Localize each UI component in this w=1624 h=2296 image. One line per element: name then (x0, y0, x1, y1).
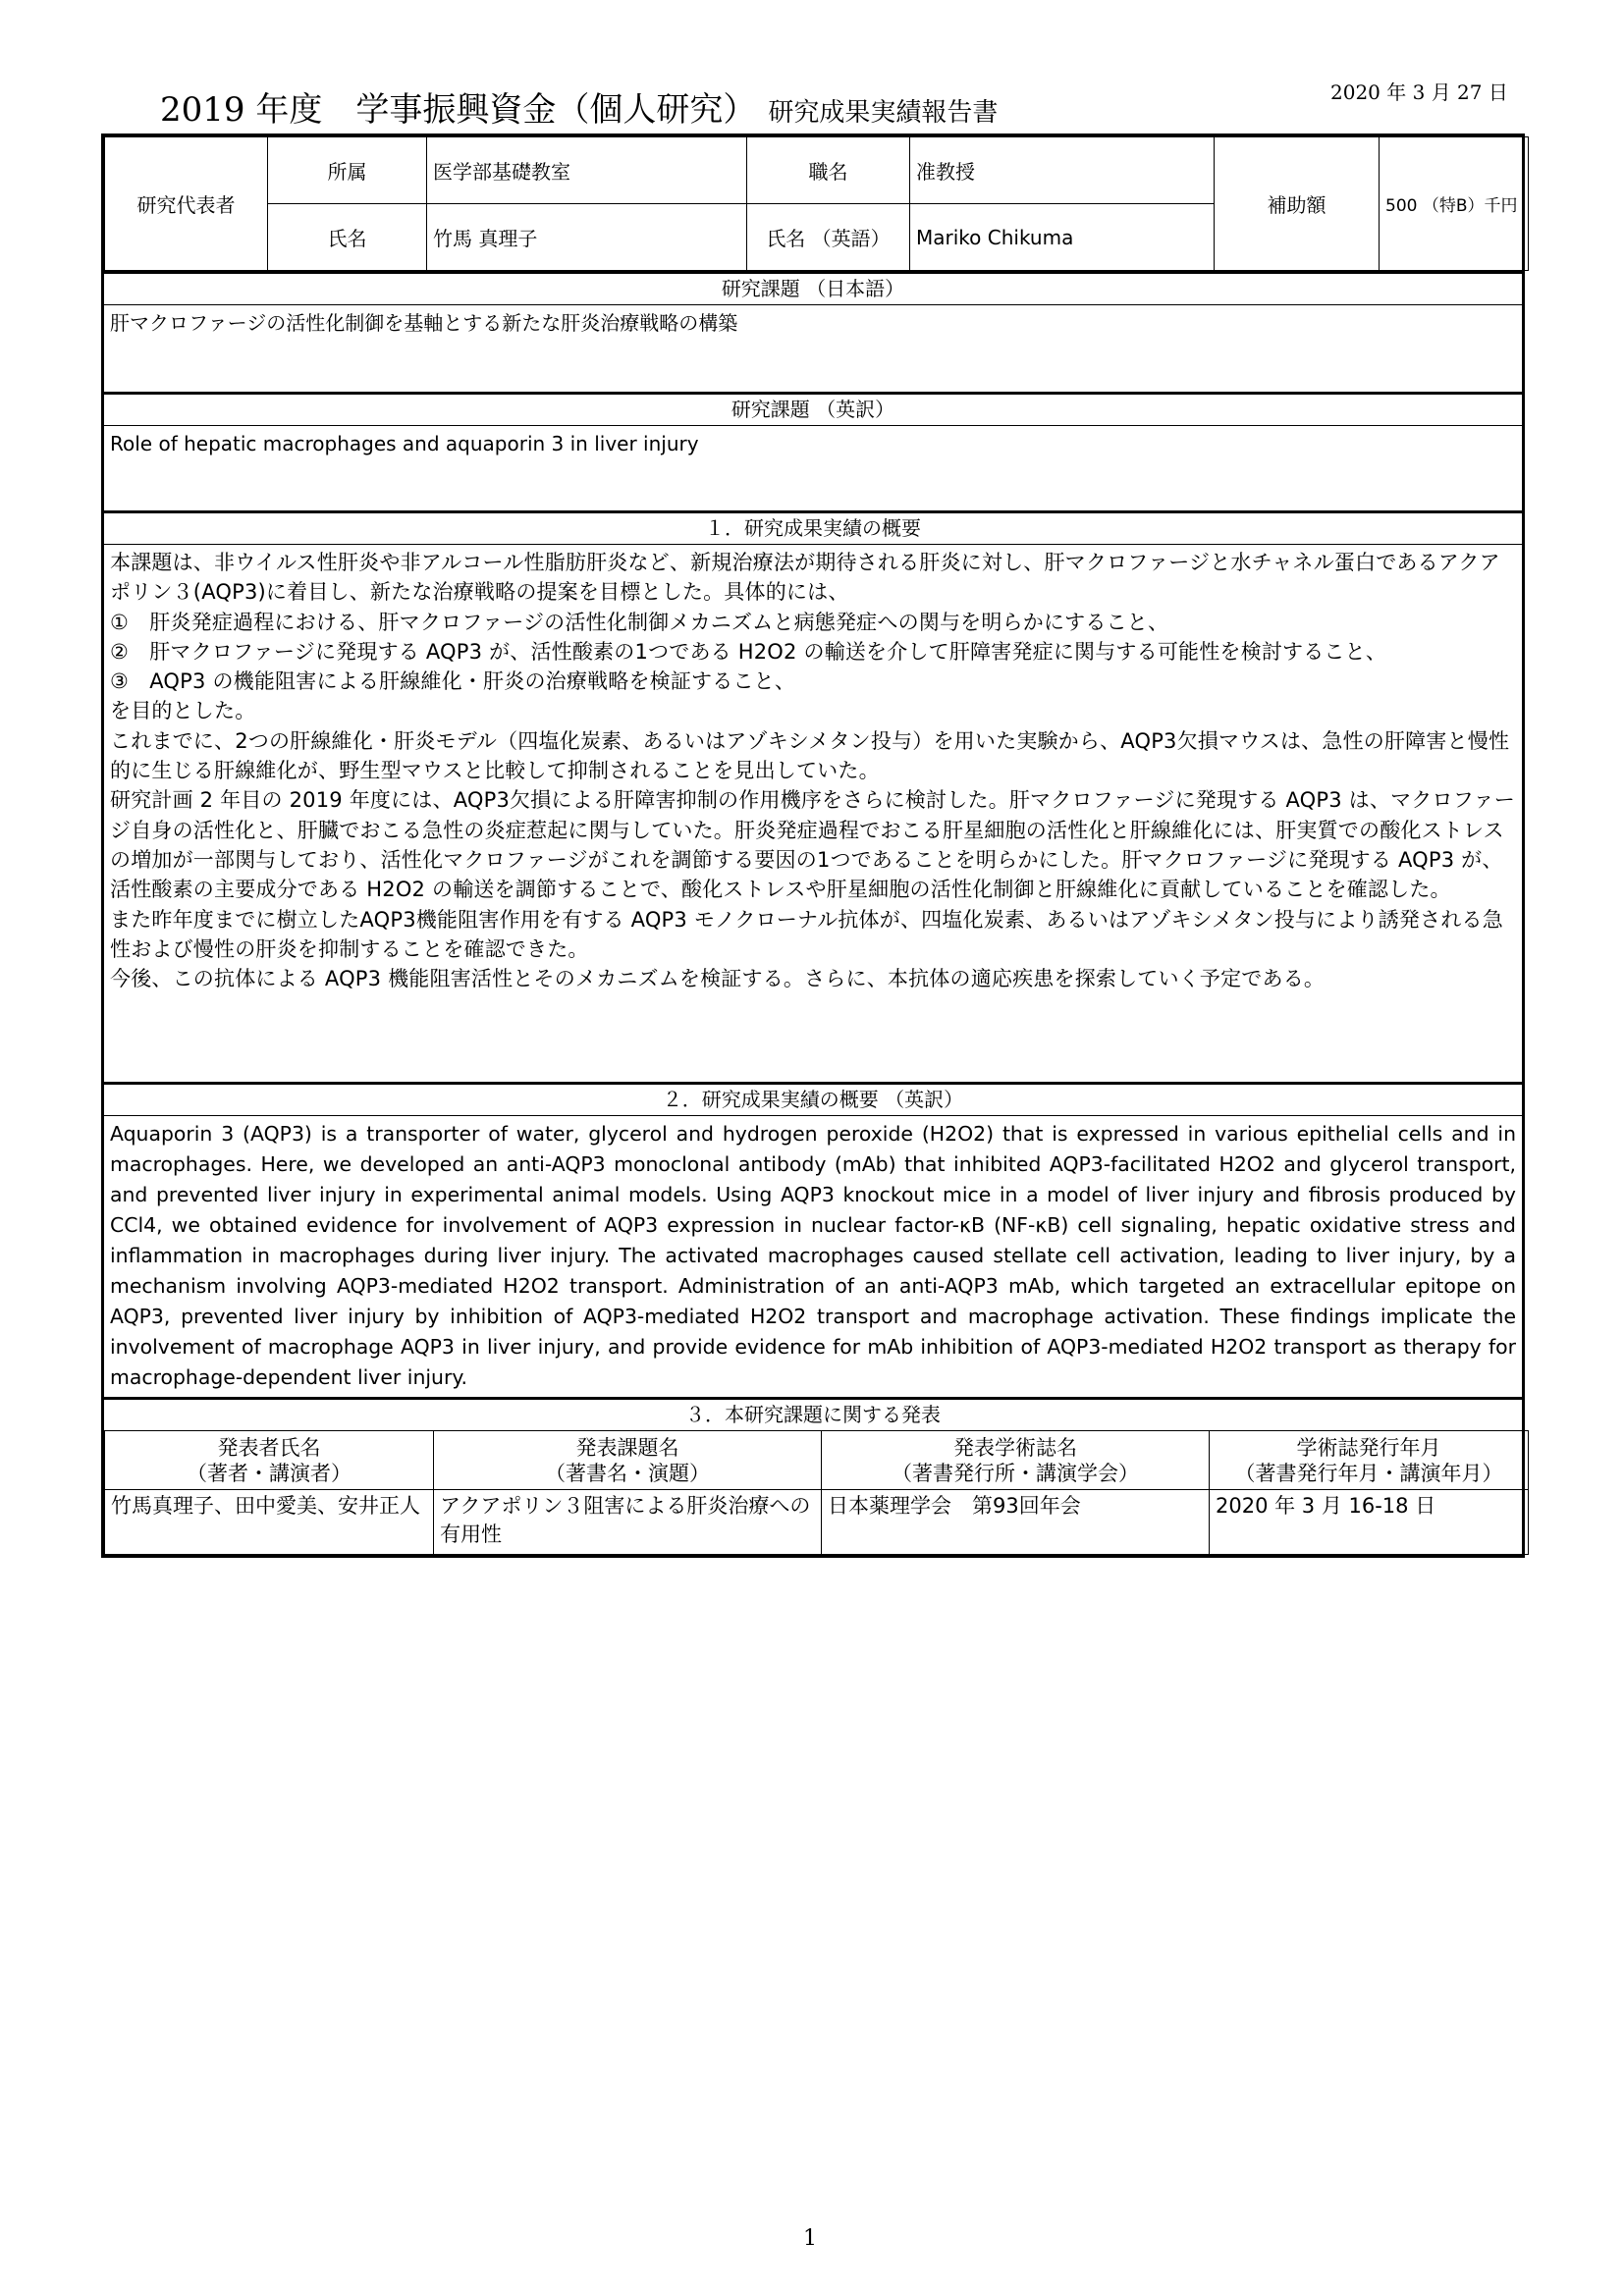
column-header-date: 学術誌発行年月 （著書発行年月・講演年月） (1210, 1431, 1529, 1490)
summary-jp-paragraph: 本課題は、非ウイルス性肝炎や非アルコール性脂肪肝炎など、新規治療法が期待される肝炎に対し、肝マクロファージと水チャネル蛋白であるアクアポリン３(AQP3)に着目し、新たな治療戦略の提案を目標とした。具体的には、 (110, 551, 1500, 605)
column-header-venue: 発表学術誌名 （著書発行所・講演学会） (822, 1431, 1210, 1490)
summary-jp-paragraph: を目的とした。 (110, 699, 256, 723)
column-header-title: 発表課題名 （著書名・演題） (434, 1431, 822, 1490)
summary-jp-paragraph: ① 肝炎発症過程における、肝マクロファージの活性化制御メカニズムと病態発症への関与を明らかにすること、 (110, 610, 1169, 634)
publications-section (104, 1397, 1522, 1555)
topic-jp-text: 肝マクロファージの活性化制御を基軸とする新たな肝炎治療戦略の構築 (110, 311, 738, 335)
grant-label: 補助額 (1215, 137, 1380, 271)
affiliation-label: 所属 (268, 137, 427, 204)
topic-jp-heading: 研究課題 （日本語） (104, 274, 1522, 305)
table-row (105, 1490, 1529, 1555)
position-label: 職名 (747, 137, 910, 204)
column-header-authors: 発表者氏名 （著者・講演者） (105, 1431, 434, 1490)
title-main: 2019 年度 学事振興資金（個人研究） (160, 90, 757, 130)
pub-venue: 日本薬理学会 第93回年会 (822, 1490, 1210, 1555)
summary-jp-body (104, 545, 1522, 1082)
representative-label: 研究代表者 (105, 137, 268, 271)
summary-jp-paragraph: これまでに、2つの肝線維化・肝炎モデル（四塩化炭素、あるいはアゾキシメタン投与）を用いた実験から、AQP3欠損マウスは、急性の肝障害と慢性的に生じる肝線維化が、野生型マウスと比較して抑制されることを見出していた。 (110, 728, 1510, 783)
pub-date: 2020 年 3 月 16-18 日 (1210, 1490, 1529, 1555)
pub-authors: 竹馬真理子、田中愛美、安井正人 (105, 1490, 434, 1555)
summary-jp-paragraph: ③ AQP3 の機能阻害による肝線維化・肝炎の治療戦略を検証すること、 (110, 669, 796, 694)
affiliation-value: 医学部基礎教室 (427, 137, 747, 204)
topic-jp-section (104, 271, 1522, 392)
name-value: 竹馬 真理子 (427, 204, 747, 271)
publications-header-row (105, 1431, 1529, 1490)
summary-jp-paragraph: 今後、この抗体による AQP3 機能阻害活性とそのメカニズムを検証する。さらに、本抗体の適応疾患を探索していく予定である。 (110, 967, 1326, 991)
summary-en-section (104, 1082, 1522, 1397)
summary-en-text: Aquaporin 3 (AQP3) is a transporter of water, glycerol and hydrogen peroxide (H2O2) that is expressed in various epithelial cells and in macrophages. Here, we developed an anti-AQP3 monoclonal antibody (mAb) that inhibited AQP3-facilitated H2O2 and glycerol transport, and prevented liver injury in experimental animal models. Using AQP3 knockout mice in a model of liver injury and fibrosis produced by CCl4, we obtained evidence for involvement of AQP3 expression in nuclear factor-κB (NF-κB) cell signaling, hepatic oxidative stress and inflammation in macrophages during liver injury. The activated macrophages caused stellate cell activation, leading to liver injury, by a mechanism involving AQP3-mediated H2O2 transport. Administration of an anti-AQP3 mAb, which targeted an extracellular epitope on AQP3, prevented liver injury by inhibition of AQP3-mediated H2O2 transport and macrophage activation. These findings implicate the involvement of macrophage AQP3 in liver injury, and provide evidence for mAb inhibition of AQP3-mediated H2O2 transport as therapy for macrophage-dependent liver injury. (110, 1122, 1516, 1389)
topic-en-heading: 研究課題 （英訳） (104, 395, 1522, 426)
info-table (104, 136, 1529, 271)
position-value: 准教授 (910, 137, 1215, 204)
title-sub: 研究成果実績報告書 (768, 98, 999, 128)
summary-jp-paragraph: ② 肝マクロファージに発現する AQP3 が、活性酸素の1つである H2O2 の輸送を介して肝障害発症に関与する可能性を検討すること、 (110, 639, 1387, 664)
report-date: 2020 年 3 月 27 日 (1330, 80, 1508, 104)
publications-table (104, 1430, 1529, 1555)
topic-en-text: Role of hepatic macrophages and aquaporin 3 in liver injury (110, 432, 699, 455)
summary-jp-paragraph: 研究計画 2 年目の 2019 年度には、AQP3欠損による肝障害抑制の作用機序をさらに検討した。肝マクロファージに発現する AQP3 は、マクロファージ自身の活性化と、肝臓でおこる急性の炎症惹起に関与していた。肝炎発症過程でおこる肝星細胞の活性化と肝線維化には、肝実質での酸化ストレスの増加が一部関与しており、活性化マクロファージがこれを調節する要因の1つであることを明らかにした。肝マクロファージに発現する AQP3 が、活性酸素の主要成分である H2O2 の輸送を調節することで、酸化ストレスや肝星細胞の活性化制御と肝線維化に貢献していることを確認した。 (110, 788, 1515, 902)
page-number: 1 (803, 2226, 817, 2251)
summary-jp-paragraph: また昨年度までに樹立したAQP3機能阻害作用を有する AQP3 モノクローナル抗体が、四塩化炭素、あるいはアゾキシメタン投与により誘発される急性および慢性の肝炎を抑制することを確認できた。 (110, 907, 1503, 961)
summary-jp-heading: １．研究成果実績の概要 (104, 513, 1522, 545)
summary-en-heading: ２．研究成果実績の概要 （英訳） (104, 1085, 1522, 1116)
name-label: 氏名 (268, 204, 427, 271)
publications-heading: ３．本研究課題に関する発表 (104, 1400, 1522, 1431)
report-sheet (101, 133, 1525, 1558)
grant-value: 500 （特B）千円 (1380, 137, 1529, 271)
name-en-value: Mariko Chikuma (910, 204, 1215, 271)
pub-title: アクアポリン３阻害による肝炎治療への有用性 (434, 1490, 822, 1555)
summary-jp-section (104, 510, 1522, 1082)
page-title (160, 82, 998, 131)
topic-en-section (104, 392, 1522, 510)
name-en-label: 氏名 （英語） (747, 204, 910, 271)
